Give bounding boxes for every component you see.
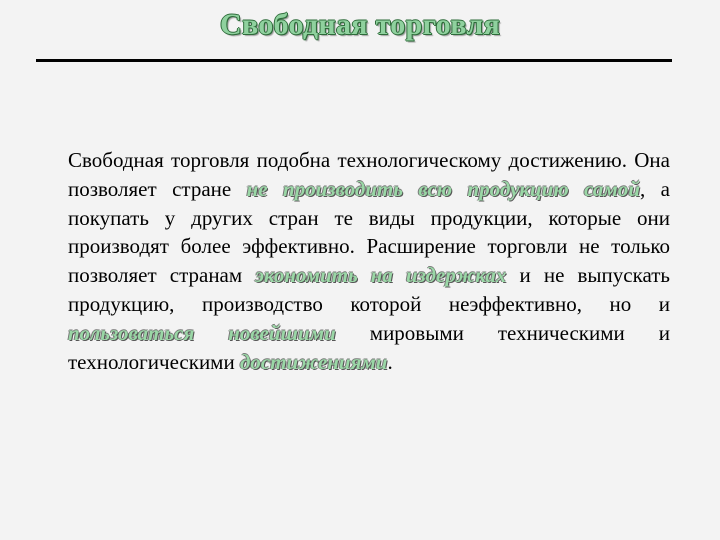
highlighted-phrase: экономить на издержках (255, 263, 507, 288)
text-segment: и не выпускать продукцию, производство которой неэффективно, но и (68, 263, 670, 316)
text-segment: Свободная торговля подобна технологическому достижению. Она позволяет стране (68, 148, 670, 201)
text-segment: . (387, 349, 393, 374)
highlighted-phrase: не производить всю продукцию самой (246, 176, 640, 201)
text-segment: , а покупать у других стран те виды продукции, которые они производят более эффективно. Расширение торговли не только позволяет странам (68, 176, 670, 288)
text-segment: мировыми техническими и технологическими (68, 320, 670, 374)
highlighted-phrase: достижениями (239, 349, 388, 374)
slide-title: Свободная торговля (219, 8, 500, 41)
title-divider (36, 59, 672, 62)
highlighted-phrase: пользоваться новейшими (68, 320, 336, 345)
body-paragraph (68, 146, 670, 376)
